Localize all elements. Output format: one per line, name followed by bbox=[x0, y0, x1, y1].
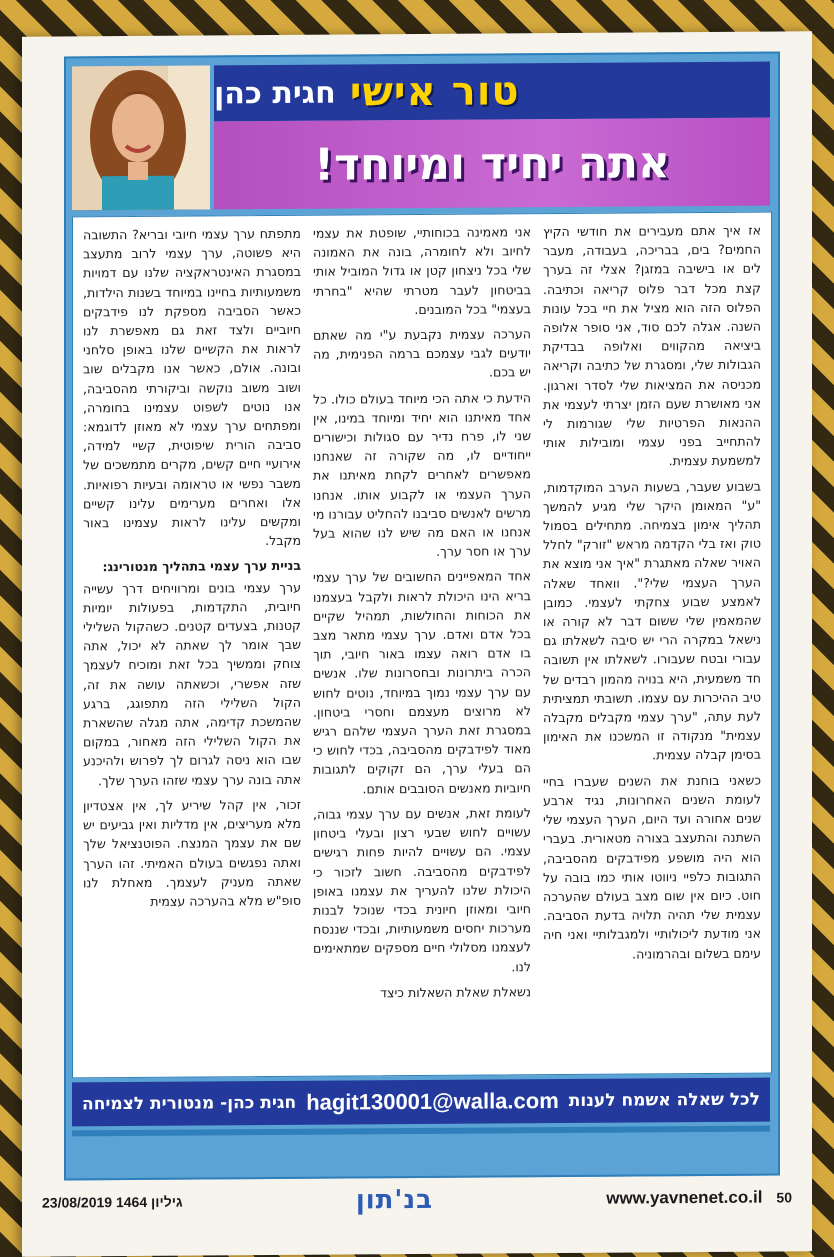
column-2 bbox=[313, 222, 531, 1070]
paragraph: אני מאמינה בכוחותיי, שופטת את עצמי לחיוב ולא לחומרה, בונה את האמונה שלי בכל ניצחון קטן או גדול המוביל אותי בביטחון לעבר מטרתי שהיא "בחרתי בעצמי" בכל המובנים. bbox=[313, 224, 531, 317]
paragraph: ערך עצמי בונים ומרוויחים דרך עשייה חיובית, התקדמות, בפעולות יומיות קטנות, בצעדים קטנים. כשהקול השלילי שבך אומר לך שאתה לא יכול, אתה צוחק וממשיך בכל זאת ומוכיח לעצמך שזה אפשרי, וכשאתה עושה את זה, הקול השלילי הזה מתפוגג, ברגע שהמשכת קדימה, אתה מגלה שהשארת את הקול השלילי הזה מאחור, במקום שבו הוא ניסה לגרום לך לפרוש ולהיכנע אתה בונה ערך עצמי שזהו הערך שלך. bbox=[83, 579, 301, 788]
contact-email-link[interactable]: hagit130001@walla.com bbox=[306, 1088, 559, 1115]
paragraph: נשאלת שאלת השאלות כיצד bbox=[380, 983, 531, 1000]
publication-logo: בנ'תון bbox=[355, 1184, 434, 1216]
paragraph: אז איך אתם מעבירים את חודשי הקיץ החמים? בים, בבריכה, בעבודה, מעבר לים או בישיבה במזגן? אצלי זה בערך קצת מכל דבר פלוס קריאה וכתיבה. הפלוס הזה הוא מציל את חיי בכל עונות השנה. אגלה לכם סוד, אני סופר אלופה ביציאה מהקווים ואלופה בבדיקת הגבולות שלי, ומסגרת של כתיבה וקריאה מכניסה את המציאות שלי לסדר וארגון. אני מאושרת שעם הזמן יצרתי לעצמי את ההנאות הפרטיות שלי שגורמות לי להתחייב בפני עצמי ומובילות אותי למשמעת עצמית. bbox=[543, 222, 761, 469]
issue-info: גיליון 1464 23/08/2019 bbox=[42, 1193, 183, 1211]
column-3 bbox=[83, 224, 301, 1072]
paragraph: הידעת כי אתה הכי מיוחד בעולם כולו. כל אחד מאיתנו הוא יחיד ומיוחד במינו, אין שני לו, פרח נדיר עם סגולות וכישורים ייחודיים לו, מה שקורה זה שאנחנו מאפשרים לאחרים לקחת מאיתנו את הערך העצמי או לקבוע אותו. אנחנו מרשים לאנשים סביבנו להחליט עבורנו מי אנחנו או האם מה שיש לנו שהוא בעל ערך או חסר ערך. bbox=[313, 389, 531, 560]
paragraph: הערכה עצמית נקבעת ע"י מה שאתם יודעים לגבי עצמכם ברמה הפנימית, מה יש בכם. bbox=[313, 326, 531, 380]
paragraph: בשבוע שעבר, בשעות הערב המוקדמות, "ע" המאומן היקר שלי מגיע להמשך תהליך אימון בצמיחה. מתחילים בסמול טוק ואז בלי הקדמה מראש "זורק" לחלל האויר שאלה מאתגרת "איך אני מוצא את הערך העצמי שלי?". וואחד שאלה לאמצע שבוע צחקתי לעצמי. כמובן שהמאמין שלי ששום דבר לא קורה או נישאל במקרה הרי יש סיבה לשאלתו גם עבורי ובטח שעבורו. לשאלתו אין תשובה חד משמעית, היא בנויה מהמון רבדים של טיב ההיכרות עם עצמו. תשובתי תמציתית לעת עתה, "ערך עצמי מקבלים מקבלה עצמית" מנקודה זו המשכנו את האימון בסימן קבלה עצמית. bbox=[543, 478, 761, 763]
column-1 bbox=[543, 221, 761, 1069]
paragraph: כשאני בוחנת את השנים שעברו בחיי לעומת השנים האחרונות, נגיד ארבע שנים אחורה ועד היום, הערך העצמי שלי השתנה והתעצב בצורה מטאורית. בעברי הוא היה מושפע מפידבקים מהסביבה, התגובות כלפיי ניווטו אותי כמו בובה על חוט. כיום אין שום מצב בעולם שהערכה עצמית שלי תהיה תלויה בדעת הסביבה. אני מודעת ליכולותיי ולמגבלותיי ואני חיה עימם בשלום ובהרמוניה. bbox=[543, 772, 761, 962]
author-name: חגית כהן bbox=[214, 75, 336, 111]
author-photo bbox=[72, 65, 210, 210]
newspaper-page bbox=[22, 31, 812, 1257]
article-frame bbox=[64, 51, 780, 1180]
paragraph: מתפתח ערך עצמי חיובי ובריא? התשובה היא פשוטה, ערך עצמי לרוב מתעצב במסגרת האינטראקציה שלנו עם דמויות משמעותיות בחיינו במיוחד בשנות הילדות, כאשר הסביבה מספקת לנו פידבקים חיוביים ולצד זאת גם מאפשרת לנו לראות את הקשיים שלנו באופן סלחני ובונה. אולם, כאשר אנו מקבלים שוב ושוב משוב נוקשה וביקורתי מהסביבה, אנו נוטים לשפוט עצמינו בחומרה, ומפתחים ערך עצמי לא מאוזן לדוגמא: סביבה הורית שיפוטית, קשיי למידה, אירועיי חיים קשים, מקרים מתמשכים של משבר נפשי או טראומה ובעיות רפואיות. אלו ואחרים מערימים עלינו קשיים ומקשים עלינו לראות עצמינו באור מקבל. bbox=[83, 225, 301, 549]
divider bbox=[72, 1126, 770, 1137]
text-columns bbox=[83, 221, 761, 1072]
footer-right bbox=[606, 1187, 792, 1208]
headline-banner bbox=[214, 118, 770, 210]
paragraph: זכור, אין קהל שיריע לך, אין אצטדיון מלא מעריצים, אין מדליות ואין גביעים יש שם את עצמך המנצח. הפוטנציאל שלך ואתה נפגשים בעולם האמיתי. זהו הערך שאתה מעניק לעצמך. מאחלת לנו סופ"ש מלא בהערכה עצמית bbox=[83, 796, 301, 909]
article-headline: אתה יחיד ומיוחד! bbox=[313, 136, 671, 191]
paragraph: לעומת זאת, אנשים עם ערך עצמי גבוה, עשויים לחוש שבעי רצון ובעלי ביטחון עצמי. הם עשויים להיות פחות רגישים לפידבקים מהסביבה. חשוב לזכור כי היכולת שלנו להעריך את עצמנו באופן חיובי ומאוזן חיונית בכדי שנוכל לבנות מערכות יחסים משמעותיות, ובכדי שננסח לעצמנו מסלולי חיים מספקים שמתאימים לנו. bbox=[313, 805, 531, 974]
contact-signature: חגית כהן- מנטורית לצמיחה bbox=[82, 1092, 297, 1115]
contact-bar bbox=[72, 1078, 770, 1127]
website-link[interactable]: www.yavnenet.co.il bbox=[606, 1187, 763, 1208]
article-body bbox=[72, 212, 772, 1079]
paragraph: אחד המאפיינים החשובים של ערך עצמי בריא הינו היכולת לראות ולקבל בעצמנו את הכוחות והחולשות, תמהיל שקיים בכל אדם ואדם. ערך עצמי מתאר מצב בו אדם רואה עצמו באור חיובי, תוך הכרה ביתרונות ובחסרונות שלו. אנשים עם ערך עצמי נמוך במיוחד, נוטים לחוש לא מרוצים מעצמם וחסרי ביטחון. במסגרת זאת הערך העצמי שלהם רגיש מאוד לפידבקים מהסביבה, בכדי לחוש כי הם בעלי ערך, הם זקוקים לתגובות חיוביות מאנשים הסובבים אותם. bbox=[313, 568, 531, 797]
page-footer bbox=[42, 1177, 792, 1222]
column-header bbox=[214, 62, 770, 122]
page-number: 50 bbox=[776, 1189, 792, 1206]
contact-prefix: לכל שאלה אשמח לענות bbox=[568, 1089, 760, 1111]
section-subheading: בניית ערך עצמי בתהליך מנטורינג: bbox=[102, 558, 301, 575]
column-title: טור אישי bbox=[349, 68, 520, 116]
